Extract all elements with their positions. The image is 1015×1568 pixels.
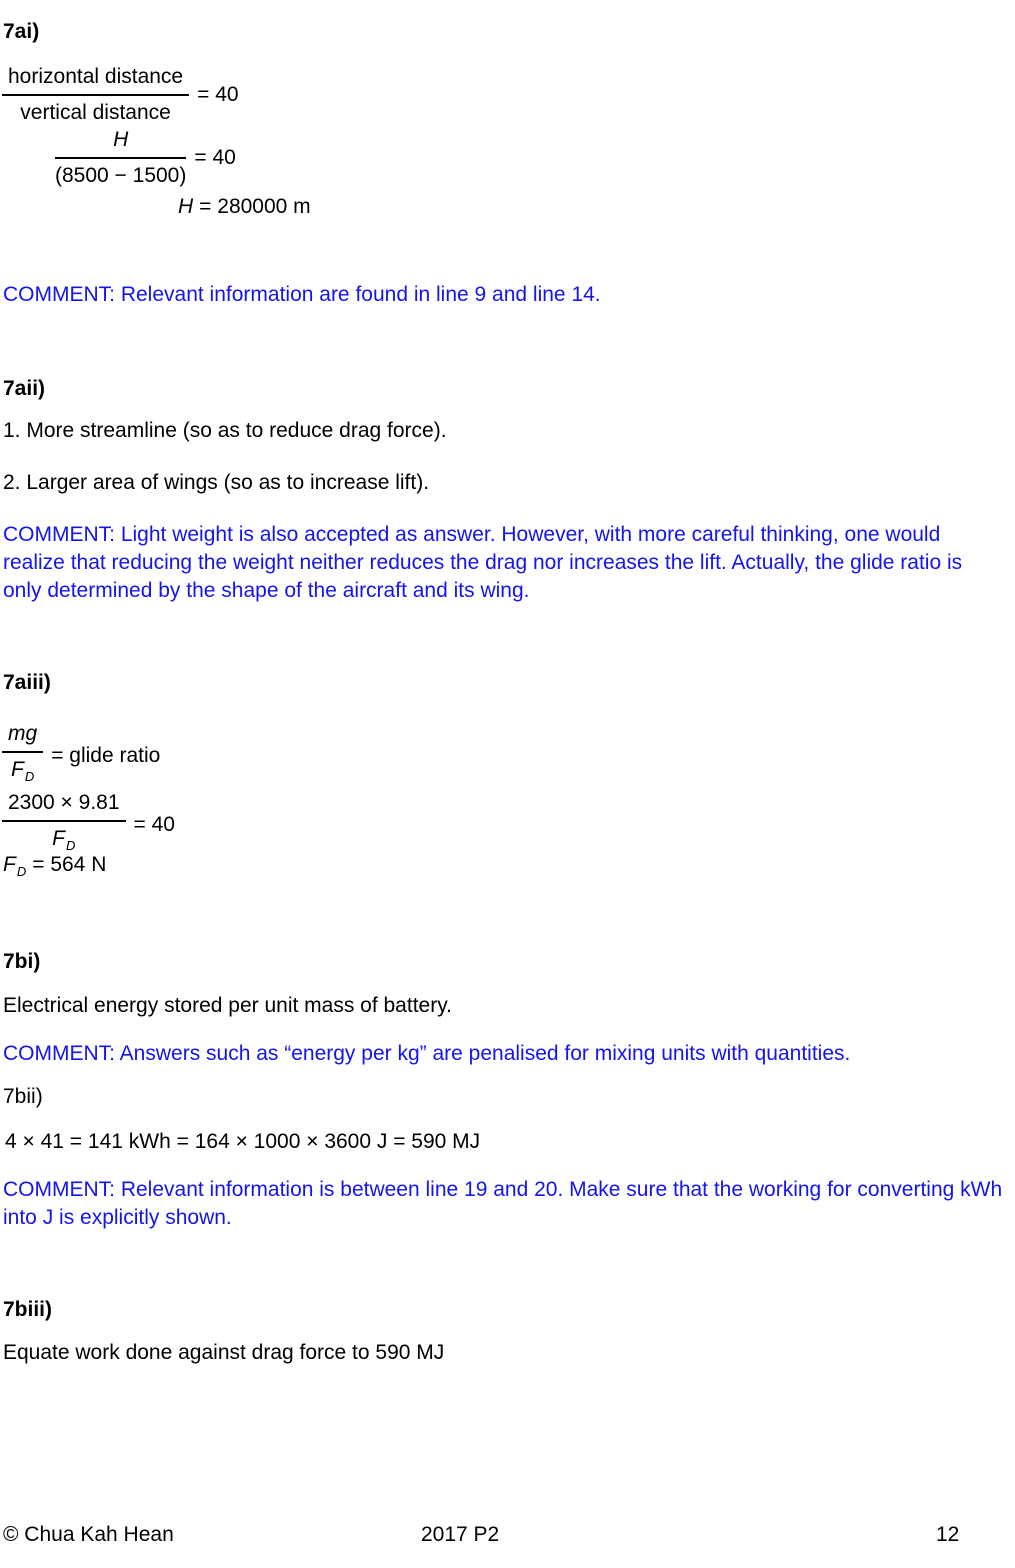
fraction-numerator: horizontal distance <box>2 62 189 96</box>
heading-7aiii: 7aiii) <box>3 671 51 694</box>
fraction-denominator: (8500 − 1500) <box>55 164 187 187</box>
comment-7aii: COMMENT: Light weight is also accepted as answer. However, with more careful thinking, one would realize that reducing the weight neither reduces the drag nor increases the lift. Actually, the glide ratio is only determined by the shape of the aircraft and its wing. <box>3 523 963 602</box>
equation-glide-ratio-distances <box>2 62 239 128</box>
comment-7bii: COMMENT: Relevant information is between line 19 and 20. Make sure that the working for converting kWh into J is explicitly shown. <box>3 1178 1003 1229</box>
heading-7aii: 7aii) <box>3 377 46 400</box>
subscript-D: D <box>16 864 27 879</box>
equation-rhs: = 564 N <box>32 853 107 876</box>
variable-F: F <box>3 853 16 876</box>
fraction-denominator <box>2 753 43 792</box>
answer-7biii: Equate work done against drag force to 590 MJ <box>3 1341 445 1364</box>
equation-mg-over-fd <box>2 719 160 792</box>
equation-rhs: = 280000 m <box>199 195 311 218</box>
comment-7bi: COMMENT: Answers such as “energy per kg” are penalised for mixing units with quantities. <box>3 1042 851 1065</box>
footer-paper-label: 2017 P2 <box>421 1523 500 1546</box>
answer-item-1: 1. More streamline (so as to reduce drag force). <box>3 419 447 442</box>
subscript-D: D <box>65 838 76 853</box>
fraction-height <box>55 125 186 191</box>
variable-H: H <box>178 195 194 218</box>
equation-height-fraction <box>55 125 236 191</box>
footer-page-number: 12 <box>936 1523 960 1546</box>
answer-item-2: 2. Larger area of wings (so as to increase lift). <box>3 471 430 494</box>
equation-rhs: = 40 <box>133 812 175 836</box>
fraction-numerator: mg <box>2 719 43 753</box>
heading-7biii: 7biii) <box>3 1298 53 1321</box>
variable-F: F <box>10 758 24 781</box>
fraction-mg-fd <box>2 719 43 792</box>
subscript-D: D <box>24 769 35 784</box>
equation-rhs: = 40 <box>197 83 239 106</box>
comment-7ai: COMMENT: Relevant information are found in line 9 and line 14. <box>3 283 601 306</box>
equation-rhs: = glide ratio <box>51 743 161 767</box>
equation-drag-result <box>3 851 106 886</box>
answer-7bi: Electrical energy stored per unit mass of battery. <box>3 994 452 1017</box>
heading-7bii: 7bii) <box>3 1085 43 1108</box>
equation-rhs: = 40 <box>194 146 236 169</box>
heading-7bi: 7bi) <box>3 950 41 973</box>
fraction-denominator: vertical distance <box>20 101 171 124</box>
fraction-numerator: H <box>55 125 186 159</box>
equation-energy-conversion: 4 × 41 = 141 kWh = 164 × 1000 × 3600 J = 590 MJ <box>5 1130 481 1153</box>
fraction-distances <box>2 62 189 128</box>
heading-7ai: 7ai) <box>3 20 40 43</box>
variable-F: F <box>52 827 65 850</box>
footer-author: © Chua Kah Hean <box>3 1523 174 1546</box>
fraction-numerator: 2300 × 9.81 <box>2 788 126 822</box>
equation-height-result <box>178 193 311 221</box>
